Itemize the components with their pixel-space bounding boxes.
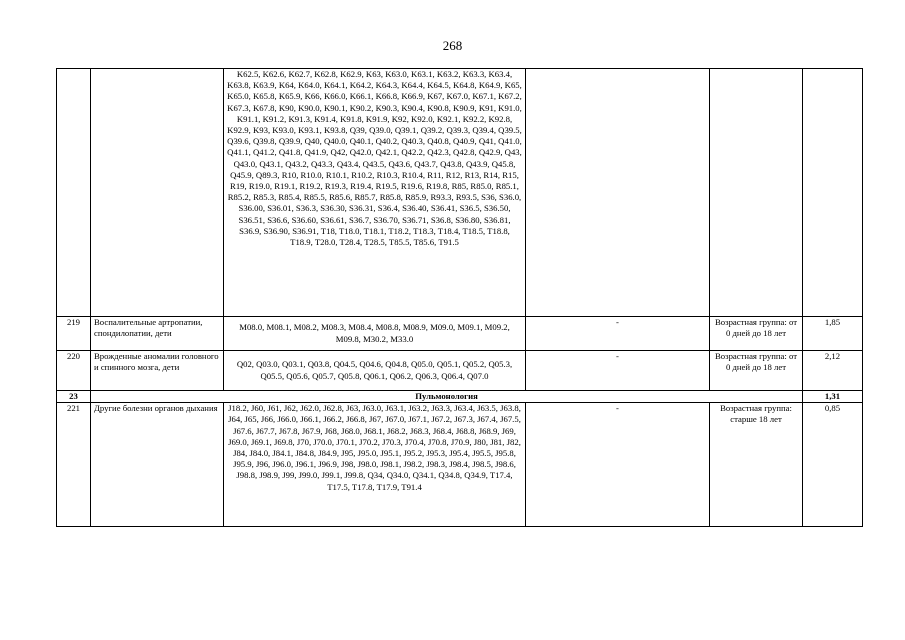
table-row <box>57 317 863 351</box>
cell-extra: - <box>526 403 710 527</box>
cell-num: 220 <box>57 351 91 391</box>
cell-name: Другие болезни органов дыхания <box>91 403 224 527</box>
table-row <box>57 351 863 391</box>
cell-num <box>57 69 91 317</box>
cell-codes: J18.2, J60, J61, J62, J62.0, J62.8, J63, J63.0, J63.1, J63.2, J63.3, J63.4, J63.5, J63.8, J64, J65, J66, J66.0, J66.1, J66.2, J66.8, J67, J67.0, J67.1, J67.2, J67.3, J67.4, J67.5, J67.6, J67.7, J67.8, J67.9, J68, J68.0, J68.1, J68.2, J68.3, J68.4, J68.8, J68.9, J69, J69.0, J69.1, J69.8, J70, J70.0, J70.1, J70.2, J70.3, J70.4, J70.8, J70.9, J80, J81, J82, J84, J84.0, J84.1, J84.8, J84.9, J95, J95.0, J95.1, J95.2, J95.3, J95.4, J95.5, J95.8, J95.9, J96, J96.0, J96.1, J96.9, J98, J98.0, J98.1, J98.2, J98.3, J98.4, J98.5, J98.6, J98.8, J98.9, J99, J99.0, J99.1, J99.8, Q34, Q34.0, Q34.1, Q34.8, Q34.9, T17.4, T17.5, T17.8, T17.9, T91.4 <box>224 403 526 527</box>
cell-codes: M08.0, M08.1, M08.2, M08.3, M08.4, M08.8, M08.9, M09.0, M09.1, M09.2, M09.8, M30.2, M33.0 <box>224 317 526 351</box>
cell-extra: - <box>526 351 710 391</box>
table-row-continuation <box>57 69 863 317</box>
cell-codes: Q02, Q03.0, Q03.1, Q03.8, Q04.5, Q04.6, Q04.8, Q05.0, Q05.1, Q05.2, Q05.3, Q05.5, Q05.6, Q05.7, Q05.8, Q06.1, Q06.2, Q06.3, Q06.4, Q07.0 <box>224 351 526 391</box>
cell-age: Возрастная группа: от 0 дней до 18 лет <box>710 317 803 351</box>
cell-codes: K62.5, K62.6, K62.7, K62.8, K62.9, K63, K63.0, K63.1, K63.2, K63.3, K63.4, K63.8, K63.9, K64, K64.0, K64.1, K64.2, K64.3, K64.4, K64.5, K64.8, K64.9, K65, K65.0, K65.8, K65.9, K66, K66.0, K66.1, K66.8, K66.9, K67, K67.0, K67.1, K67.2, K67.3, K67.8, K90, K90.0, K90.1, K90.2, K90.3, K90.4, K90.8, K90.9, K91, K91.0, K91.1, K91.2, K91.3, K91.4, K91.8, K91.9, K92, K92.0, K92.1, K92.2, K92.8, K92.9, K93, K93.0, K93.1, K93.8, Q39, Q39.0, Q39.1, Q39.2, Q39.3, Q39.4, Q39.5, Q39.6, Q39.8, Q39.9, Q40, Q40.0, Q40.1, Q40.2, Q40.3, Q40.8, Q40.9, Q41, Q41.0, Q41.1, Q41.2, Q41.8, Q41.9, Q42, Q42.0, Q42.1, Q42.2, Q42.3, Q42.8, Q42.9, Q43, Q43.0, Q43.1, Q43.2, Q43.3, Q43.4, Q43.5, Q43.6, Q43.7, Q43.8, Q43.9, Q45.8, Q45.9, Q89.3, R10, R10.0, R10.1, R10.2, R10.3, R10.4, R11, R12, R13, R14, R15, R19, R19.0, R19.1, R19.2, R19.3, R19.4, R19.5, R19.6, R19.8, R85, R85.0, R85.1, R85.2, R85.3, R85.4, R85.5, R85.6, R85.7, R85.8, R85.9, R93.3, R93.5, S36, S36.0, S36.00, S36.01, S36.3, S36.30, S36.31, S36.4, S36.40, S36.41, S36.5, S36.50, S36.51, S36.6, S36.60, S36.61, S36.7, S36.70, S36.71, S36.8, S36.80, S36.81, S36.9, S36.90, S36.91, T18, T18.0, T18.1, T18.2, T18.3, T18.4, T18.5, T18.8, T18.9, T28.0, T28.4, T28.5, T85.5, T85.6, T91.5 <box>224 69 526 317</box>
section-coef: 1,31 <box>803 391 863 403</box>
cell-num: 219 <box>57 317 91 351</box>
cell-name: Воспалительные артропатии, спондилопатии, дети <box>91 317 224 351</box>
table-row <box>57 403 863 527</box>
cell-age: Возрастная группа: старше 18 лет <box>710 403 803 527</box>
cell-extra <box>526 69 710 317</box>
cell-age: Возрастная группа: от 0 дней до 18 лет <box>710 351 803 391</box>
section-row <box>57 391 863 403</box>
cell-name <box>91 69 224 317</box>
page-number: 268 <box>442 38 463 53</box>
cell-coef: 1,85 <box>803 317 863 351</box>
cell-coef: 0,85 <box>803 403 863 527</box>
tariff-table <box>56 68 863 527</box>
cell-num: 221 <box>57 403 91 527</box>
section-title: Пульмонология <box>91 391 803 403</box>
cell-coef: 2,12 <box>803 351 863 391</box>
cell-extra: - <box>526 317 710 351</box>
cell-name: Врожденные аномалии головного и спинного мозга, дети <box>91 351 224 391</box>
section-num: 23 <box>57 391 91 403</box>
cell-coef <box>803 69 863 317</box>
cell-age <box>710 69 803 317</box>
